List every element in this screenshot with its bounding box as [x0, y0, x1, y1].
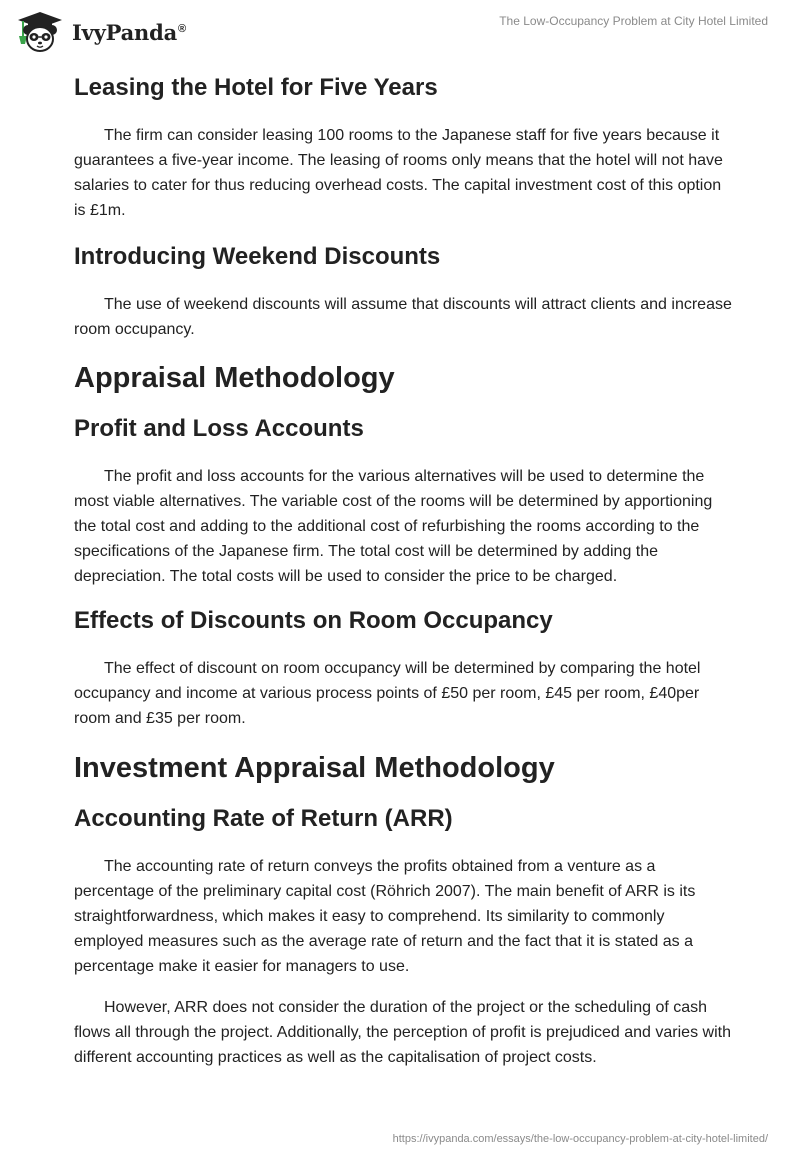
main-heading-appraisal-methodology: Appraisal Methodology	[74, 362, 395, 394]
paragraph-arr-limitations: However, ARR does not consider the duration of the project or the scheduling of cash flows all through the project. Additionally, the perception of profit is prejudiced and varies with different accounting practices as well as the capitalisation of project costs.	[74, 999, 731, 1066]
article-body	[74, 72, 734, 1070]
main-heading-investment-appraisal: Investment Appraisal Methodology	[74, 752, 555, 784]
section-heading-arr: Accounting Rate of Return (ARR)	[74, 805, 453, 832]
source-url[interactable]: https://ivypanda.com/essays/the-low-occupancy-problem-at-city-hotel-limited/	[392, 1133, 768, 1145]
panda-graduate-icon	[14, 10, 66, 54]
paragraph-discount-effects: The effect of discount on room occupancy will be determined by comparing the hotel occupancy and income at various process points of £50 per room, £45 per room, £40per room and £35 per room.	[74, 660, 701, 727]
ivypanda-logo[interactable]	[14, 10, 186, 54]
paragraph-profit-loss: The profit and loss accounts for the various alternatives will be used to determine the most viable alternatives. The variable cost of the rooms will be determined by apportioning the total cost and adding to the additional cost of refurbishing the rooms according to the specifications of the Japanese firm. The total cost will be determined by adding the depreciation. The total costs will be used to consider the price to be charged.	[74, 468, 713, 585]
document-title: The Low-Occupancy Problem at City Hotel Limited	[499, 14, 768, 28]
page-header	[0, 0, 800, 60]
paragraph-weekend-discounts: The use of weekend discounts will assume that discounts will attract clients and increase room occupancy.	[74, 296, 732, 338]
brand-name: IvyPanda®	[72, 19, 186, 45]
section-heading-weekend-discounts: Introducing Weekend Discounts	[74, 243, 441, 270]
paragraph-leasing: The firm can consider leasing 100 rooms to the Japanese staff for five years because it guarantees a five-year income. The leasing of rooms only means that the hotel will not have salaries to cater for thus reducing overhead costs. The capital investment cost of this option is £1m.	[74, 127, 723, 219]
section-heading-profit-loss: Profit and Loss Accounts	[74, 415, 364, 442]
section-heading-discount-effects: Effects of Discounts on Room Occupancy	[74, 607, 553, 634]
section-heading-leasing: Leasing the Hotel for Five Years	[74, 74, 438, 101]
paragraph-arr-definition: The accounting rate of return conveys the profits obtained from a venture as a percentage of the preliminary capital cost (Röhrich 2007). The main benefit of ARR is its straightforwardness, which makes it easy to comprehend. Its similarity to commonly employed measures such as the average rate of return and the fact that it is stated as a percentage make it easier for managers to use.	[74, 858, 696, 975]
